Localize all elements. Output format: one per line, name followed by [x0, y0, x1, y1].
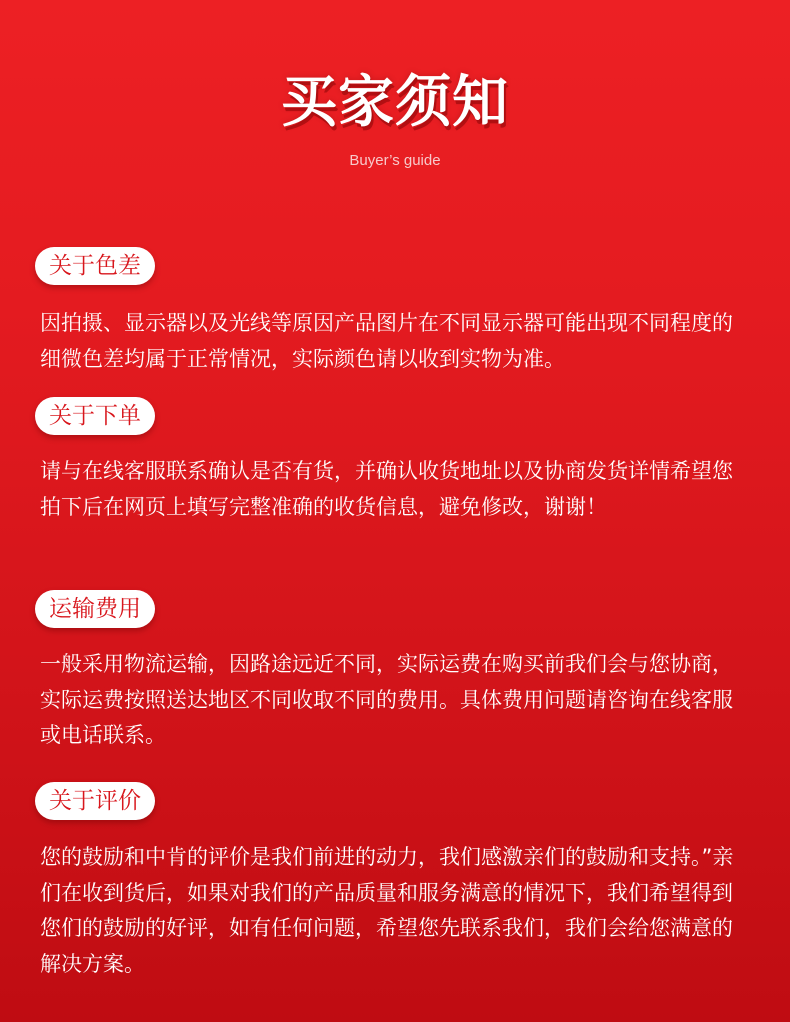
- page-subtitle: Buyer’s guide: [349, 152, 441, 169]
- section-text: 请与在线客服联系确认是否有货，并确认收货地址以及协商发货详情希望您拍下后在网页上填写完整准确的收货信息，避免修改，谢谢！: [40, 459, 733, 519]
- section-heading: 关于评价: [35, 782, 155, 820]
- section-text: 一般采用物流运输，因路途远近不同，实际运费在购买前我们会与您协商，实际运费按照送达地区不同收取不同的费用。具体费用问题请咨询在线客服或电话联系。: [40, 652, 733, 747]
- section-heading: 关于下单: [35, 397, 155, 435]
- section-text: 因拍摄、显示器以及光线等原因产品图片在不同显示器可能出现不同程度的细微色差均属于正常情况，实际颜色请以收到实物为准。: [40, 311, 733, 371]
- section-heading: 关于色差: [35, 247, 155, 285]
- section-text: 您的鼓励和中肯的评价是我们前进的动力，我们感激亲们的鼓励和支持。”亲们在收到货后，如果对我们的产品质量和服务满意的情况下，我们希望得到您们的鼓励的好评，如有任何问题，希望您先联系我们，我们会给您满意的解决方案。: [40, 845, 734, 976]
- page-title: 买家须知: [281, 70, 509, 135]
- section-heading: 运输费用: [35, 590, 155, 628]
